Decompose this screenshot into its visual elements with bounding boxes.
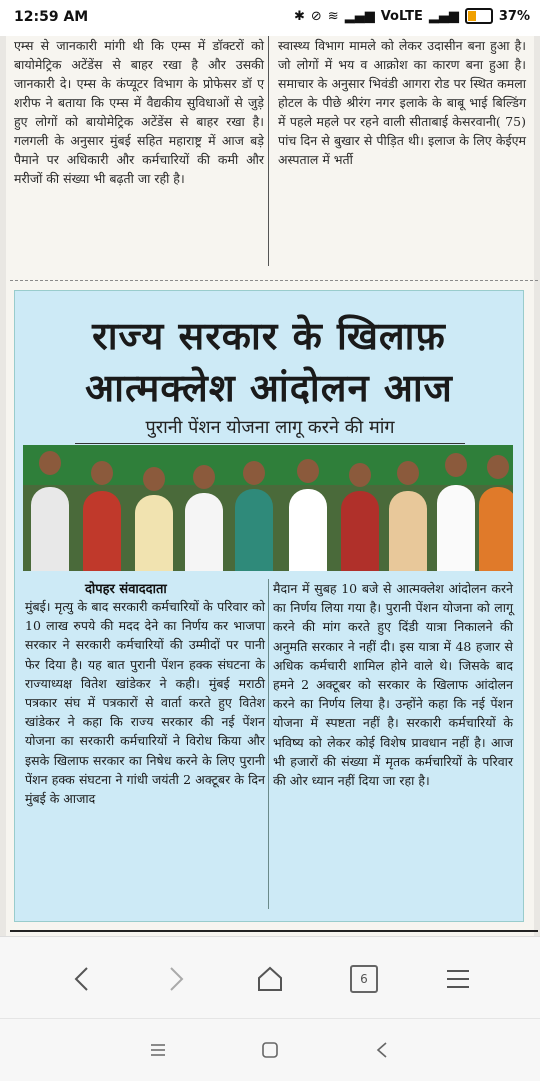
person-head [297,459,319,483]
headline-line1: राज्य सरकार के खिलाफ़ [92,314,446,358]
back-arrow-icon [375,1041,389,1059]
person-head [243,461,265,485]
person-head [91,461,113,485]
carrier-label: VoLTE [380,8,423,24]
person-head [143,467,165,491]
wifi-icon: ≋ [327,8,339,24]
person-figure [135,495,173,571]
featured-story [14,290,524,922]
bluetooth-icon: ✱ [293,8,305,24]
newspaper-page [6,36,534,936]
back-button[interactable] [58,955,106,1003]
top-left-column-text: एम्स से जानकारी मांगी थी कि एम्स में डॉक्टरों को बायोमेट्रिक अटेंडेंस से बाहर रखा है और उसकी जानकारी दे। एम्स के कंप्यूटर विभाग के प्रोफेसर डॉ ए शरीफ ने बताया कि एम्स में वैद्यकीय सुविधाओं से जुड़े हुए लोगों को बायोमेट्रिक अटेंडेंस से बाहर रखा है। गलगली के अनुसार मुंबई सहित महाराष्ट्र में आज बड़े पैमाने पर अधिकारी और कर्मचारियों की कमी और मरीजों की संख्या भी बढ़ती जा रही है। [14,38,264,186]
headline-line2: आत्मक्लेश आंदोलन आज [85,366,453,410]
person-figure [31,487,69,571]
recent-apps-icon [149,1042,167,1058]
person-head [445,453,467,477]
square-home-icon [261,1041,279,1059]
clipping-cut-line [10,280,538,282]
status-time: 12:59 AM [14,9,89,25]
story-body-right: मैदान में सुबह 10 बजे से आत्मक्लेश आंदोलन करने का निर्णय लिया गया है। पुरानी पेंशन योजना को लागू करने की मांग करते हुए दिंडी यात्रा निकालने की अनुमति सरकार ने नहीं दी। इस यात्रा में 48 हजार से अधिक कर्मचारी शामिल होने वाले थे। जिसके बाद हमने 2 अक्टूबर को सरकार के खिलाफ आंदोलन करने का निर्णय लिया है। उन्होंने कहा कि नई पेंशन योजना में स्पष्टता नहीं है। सरकारी कर्मचारियों के भविष्य को लेकर कोई विशेष प्रावधान नहीं है। आज भी हजारों की संख्या में मृतक कर्मचारियों के परिवार की ओर ध्यान नहीं दिया जा रहा है। [273,581,513,789]
person-head [487,455,509,479]
person-figure [389,491,427,571]
battery-icon [465,8,493,24]
system-nav-bar [0,1018,540,1081]
page-bottom-rule [10,930,538,932]
browser-nav-bar [0,936,540,1019]
battery-percent: 37% [498,8,530,24]
person-figure [341,491,379,571]
signal-icon: ▂▄▆ [344,8,375,24]
story-body-left: मुंबई। मृत्यु के बाद सरकारी कर्मचारियों के परिवार को 10 लाख रुपये की मदद देने का निर्णय कर भाजपा सरकार ने सरकारी कर्मचारियों की उम्मीदों पर पानी फेर दिया है। यह बात पुरानी पेंशन हक्क संघटना के राज्याध्यक्ष वितेश खांडेकर ने कही। मुंबई मराठी पत्रकार संघ में पत्रकारों से वार्ता करते हुए वितेश खांडेकर ने कहा कि राज्य सरकार की नई पेंशन योजना का सरकारी कर्मचारियों ने विरोध किया और इसके खिलाफ सरकार का निषेध करने के लिए पुरानी पेंशन हक्क संघटना ने गांधी जयंती 2 अक्टूबर के दिन मुंबई के आजाद [25,599,265,807]
person-head [349,463,371,487]
status-bar [0,0,540,36]
person-head [193,465,215,489]
forward-button[interactable] [152,955,200,1003]
chevron-left-icon [72,966,92,992]
top-right-column-text: स्वास्थ्य विभाग मामले को लेकर उदासीन बना हुआ है। जो लोगों में भय व आक्रोश का कारण बना हुआ है। समाचार के अनुसार भिवंडी आगरा रोड पर स्थित कमला होटल के पीछे श्रीरंग नगर इलाके के बाबू भाई बिल्डिंग में पहले महले पर रहने वाली सीताबाई केसरवानी( 75) पांच दिन से बुखार से पीड़ित थी। इलाज के लिए केईएम अस्पताल में भर्ती [278,38,526,167]
system-home-button[interactable] [250,1035,290,1065]
home-button[interactable] [246,955,294,1003]
home-icon [256,966,284,992]
person-figure [437,485,475,571]
tabs-button[interactable] [340,955,388,1003]
tabs-count: 6 [350,965,378,993]
person-head [39,451,61,475]
subheadline: पुरानी पेंशन योजना लागू करने की मांग [75,415,465,444]
hamburger-menu-icon [445,967,471,991]
system-back-button[interactable] [362,1035,402,1065]
news-photo [23,445,513,571]
image-viewer[interactable] [0,36,540,936]
story-column-divider [268,579,269,909]
person-head [397,461,419,485]
column-divider [268,36,269,266]
recent-apps-button[interactable] [138,1035,178,1065]
person-figure [83,491,121,571]
chevron-right-icon [166,966,186,992]
menu-button[interactable] [434,955,482,1003]
status-icons [294,8,530,24]
person-figure [185,493,223,571]
mute-icon: ⊘ [310,8,322,24]
byline: दोपहर संवाददाता [85,582,167,597]
person-figure [235,489,273,571]
signal-icon-2: ▂▄▆ [428,8,459,24]
person-figure [479,487,513,571]
person-figure [289,489,327,571]
